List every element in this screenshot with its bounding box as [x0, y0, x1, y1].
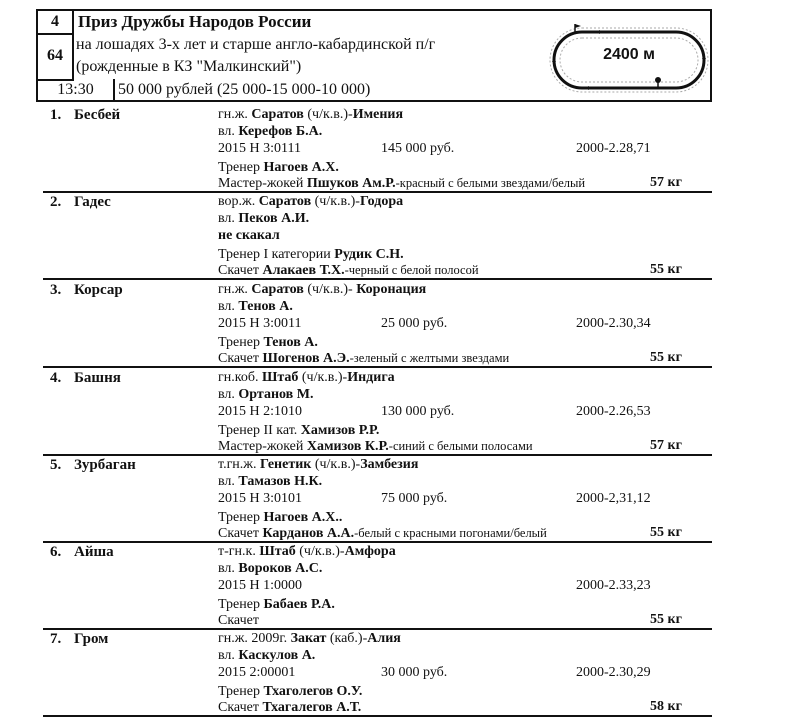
owner: Вороков А.С. [238, 561, 323, 576]
color-sex: гн.ж. 2009г. [218, 631, 288, 646]
entry-number: 5. [50, 457, 62, 473]
start-flag-icon [575, 24, 581, 28]
rider-line [218, 350, 509, 367]
owner-line [218, 298, 293, 315]
record: 2015 Н 3:0101 [218, 491, 302, 506]
trainer-line [218, 596, 335, 613]
entry-row [36, 543, 712, 630]
owner-line [218, 473, 322, 490]
entry-number: 6. [50, 544, 62, 560]
owner: Ортанов М. [238, 387, 314, 402]
dam: Алия [367, 631, 401, 646]
entry-number: 4. [50, 370, 62, 386]
race-distance: 2400 м [603, 46, 655, 63]
rider-line [218, 175, 585, 192]
pedigree [218, 456, 418, 473]
owner: Каскулов А. [238, 648, 316, 663]
sire-breed: (ч/к.в.)- [307, 282, 353, 297]
owner-prefix: вл. [218, 124, 235, 139]
race-conditions-line2: (рожденные в КЗ "Малкинский") [76, 58, 302, 75]
rider-prefix: Мастер-жокей [218, 439, 304, 454]
entry-number: 7. [50, 631, 62, 647]
pedigree [218, 193, 403, 210]
trainer-prefix: Тренер [218, 160, 260, 175]
rider: Пшуков Ам.Р. [306, 176, 396, 191]
dam: Индига [347, 370, 395, 385]
color-sex: гн.коб. [218, 370, 259, 385]
trainer-prefix: Тренер II кат. [218, 423, 298, 438]
rider-line [218, 699, 361, 716]
trainer-prefix: Тренер [218, 597, 260, 612]
dam: Имения [352, 107, 404, 122]
sire-breed: (ч/к.в.)- [301, 370, 348, 385]
entry-row [36, 369, 712, 456]
owner-prefix: вл. [218, 474, 235, 489]
owner-prefix: вл. [218, 648, 235, 663]
horse-name: Башня [74, 370, 121, 386]
trainer: Нагоев А.Х.. [263, 510, 343, 525]
trainer-prefix: Тренер I категории [218, 247, 331, 262]
rider-prefix: Скачет [218, 351, 259, 366]
entry-row [36, 456, 712, 543]
weight: 57 кг [650, 438, 682, 453]
best-time: 2000-2.30,29 [576, 665, 651, 680]
trainer: Тхаголегов О.У. [263, 684, 363, 699]
pedigree [218, 281, 426, 298]
rider: Алакаев Т.Х. [262, 263, 345, 278]
horse-name: Корсар [74, 282, 123, 298]
record: 2015 Н 3:0011 [218, 316, 302, 331]
pedigree [218, 630, 401, 647]
owner: Керефов Б.А. [238, 124, 323, 139]
trainer-line [218, 246, 404, 263]
silks: -красный с белыми звездами/белый [395, 176, 586, 190]
horse-name: Гром [74, 631, 109, 647]
sire: Закат [290, 631, 327, 646]
horse-name: Зурбаган [74, 457, 136, 473]
trainer: Рудик С.Н. [334, 247, 404, 262]
weight: 58 кг [650, 699, 682, 714]
sire: Саратов [258, 194, 312, 209]
entry-number: 1. [50, 107, 62, 123]
divider [43, 278, 712, 280]
rider: Шогенов А.Э. [262, 351, 350, 366]
race-time: 13:30 [38, 79, 115, 100]
owner-prefix: вл. [218, 299, 235, 314]
race-index: 64 [38, 33, 74, 81]
entry-row [36, 193, 712, 280]
owner-line [218, 210, 309, 227]
divider [43, 715, 712, 717]
trainer-prefix: Тренер [218, 335, 260, 350]
rider: Тхагалегов А.Т. [262, 700, 362, 715]
record: 2015 Н 2:1010 [218, 404, 302, 419]
winnings: 145 000 руб. [381, 141, 455, 156]
sire-breed: (ч/к.в.)- [299, 544, 345, 559]
color-sex: гн.ж. [218, 107, 248, 122]
racetrack-oval-icon [548, 22, 710, 94]
trainer-prefix: Тренер [218, 684, 260, 699]
record: не скакал [218, 228, 280, 243]
trainer-line [218, 683, 362, 700]
weight: 55 кг [650, 612, 682, 627]
record: 2015 Н 1:0000 [218, 578, 302, 593]
owner-line [218, 560, 322, 577]
entry-number: 3. [50, 282, 62, 298]
best-time: 2000-2.28,71 [576, 141, 651, 156]
owner: Тамазов Н.К. [238, 474, 323, 489]
pedigree [218, 106, 403, 123]
trainer: Хамизов Р.Р. [300, 423, 380, 438]
race-number: 4 [38, 11, 74, 35]
sire-breed: (ч/к.в.)- [314, 457, 361, 472]
trainer-line [218, 334, 318, 351]
sire: Штаб [261, 370, 299, 385]
dam: Коронация [352, 282, 427, 297]
color-sex: т-гн.к. [218, 544, 256, 559]
record: 2015 Н 3:0111 [218, 141, 301, 156]
best-time: 2000-2.33,23 [576, 578, 651, 593]
winnings: 75 000 руб. [381, 491, 448, 506]
dam: Годора [359, 194, 404, 209]
rider-line [218, 262, 479, 279]
winnings: 30 000 руб. [381, 665, 448, 680]
entry-row [36, 106, 712, 193]
winnings: 130 000 руб. [381, 404, 455, 419]
owner: Тенов А. [238, 299, 293, 314]
pedigree [218, 543, 396, 560]
dam: Замбезия [360, 457, 419, 472]
owner-line [218, 386, 313, 403]
entry-row [36, 281, 712, 368]
trainer-prefix: Тренер [218, 510, 260, 525]
trainer-line [218, 422, 379, 439]
sire: Штаб [259, 544, 296, 559]
weight: 55 кг [650, 525, 682, 540]
owner-prefix: вл. [218, 211, 235, 226]
weight: 55 кг [650, 350, 682, 365]
race-prize: 50 000 рублей (25 000-15 000-10 000) [118, 81, 371, 98]
rider: Карданов А.А. [262, 526, 355, 541]
weight: 57 кг [650, 175, 682, 190]
rider-prefix: Скачет [218, 613, 259, 628]
horse-name: Айша [74, 544, 114, 560]
entry-row [36, 630, 712, 717]
trainer: Бабаев Р.А. [263, 597, 335, 612]
owner-line [218, 647, 315, 664]
trainer-line [218, 509, 342, 526]
sire: Саратов [251, 282, 304, 297]
divider [43, 366, 712, 368]
rider: Хамизов К.Р. [306, 439, 389, 454]
rider-prefix: Скачет [218, 263, 259, 278]
silks: -зеленый с желтыми звездами [349, 351, 510, 365]
dam: Амфора [344, 544, 396, 559]
pedigree [218, 369, 395, 386]
race-title: Приз Дружбы Народов России [78, 12, 312, 31]
silks: -белый с красными погонами/белый [354, 526, 547, 540]
horse-name: Бесбей [74, 107, 121, 123]
owner-prefix: вл. [218, 387, 235, 402]
sire: Генетик [259, 457, 312, 472]
weight: 55 кг [650, 262, 682, 277]
color-sex: вор.ж. [218, 194, 256, 209]
horse-name: Гадес [74, 194, 111, 210]
trainer: Нагоев А.Х. [263, 160, 339, 175]
best-time: 2000-2.26,53 [576, 404, 651, 419]
color-sex: гн.ж. [218, 282, 248, 297]
owner-prefix: вл. [218, 561, 235, 576]
trainer: Тенов А. [263, 335, 318, 350]
owner: Пеков А.И. [238, 211, 310, 226]
rider-prefix: Скачет [218, 526, 259, 541]
sire: Саратов [251, 107, 304, 122]
best-time: 2000-2,31,12 [576, 491, 651, 506]
winnings: 25 000 руб. [381, 316, 448, 331]
entry-number: 2. [50, 194, 62, 210]
color-sex: т.гн.ж. [218, 457, 257, 472]
sire-breed: (ч/к.в.)- [307, 107, 353, 122]
rider-line [218, 612, 259, 629]
rider-prefix: Скачет [218, 700, 259, 715]
best-time: 2000-2.30,34 [576, 316, 651, 331]
silks: -черный с белой полосой [344, 263, 479, 277]
race-conditions-line1: на лошадях 3-х лет и старше англо-кабардинской п/г [76, 36, 436, 53]
sire-breed: (каб.)- [329, 631, 368, 646]
silks: -синий с белыми полосами [388, 439, 533, 453]
record: 2015 2:00001 [218, 665, 296, 680]
rider-line [218, 438, 533, 455]
sire-breed: (ч/к.в.)- [314, 194, 360, 209]
owner-line [218, 123, 322, 140]
rider-prefix: Мастер-жокей [218, 176, 304, 191]
rider-line [218, 525, 547, 542]
trainer-line [218, 159, 339, 176]
